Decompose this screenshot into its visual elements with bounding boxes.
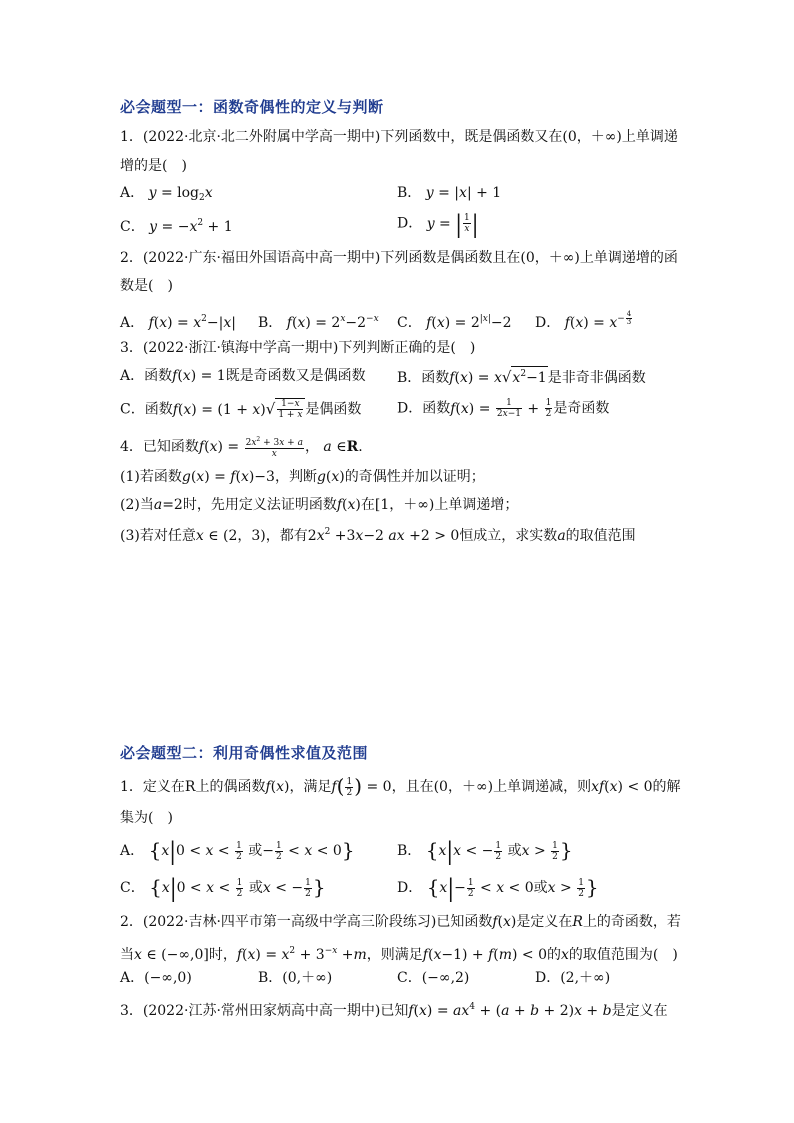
formula: f(x) = $\frac{1}{2x-1}$ + $\frac{1}{2}$ — [450, 398, 552, 419]
formula: f(x) = 1 — [172, 368, 226, 384]
formula: $f(x) = 2^x-2^{-x}$ — [286, 314, 379, 331]
option-d[interactable]: D． y = | $\frac{1}{x}$ | — [397, 209, 479, 238]
formula: {x|x < − $\frac{1}{2}$ 或x > $\frac{1}{2}$ } — [425, 836, 573, 866]
option-b[interactable]: B． {x|x < − $\frac{1}{2}$ 或x > $\frac{1}{2}$ } — [397, 836, 573, 866]
formula: $y = -x^2 + 1$ — [149, 218, 233, 235]
formula: g(x) = f(x)−3 — [181, 469, 275, 485]
option-d[interactable]: D．函数f(x) = $\frac{1}{2x-1}$ + $\frac{1}{2}$ 是奇函数 — [397, 398, 610, 419]
question-text: 2．(2022·吉林·四平市第一高级中学高三阶段练习)已知函数f(x)是定义在R上的奇函数，若 — [120, 914, 681, 930]
formula: f(x) = (1 + x)√ $\frac{1-x}{1 + x}$ — [173, 402, 306, 418]
formula: $f(x) = x^2-|x|$ — [148, 314, 236, 331]
option-b[interactable]: B． y = |x| + 1 — [397, 185, 502, 201]
formula: xf(x) < 0 — [591, 779, 653, 795]
section-title: 必会题型二：利用奇偶性求值及范围 — [120, 744, 369, 762]
option-c[interactable]: C． $f(x) = 2^{|x|}-2$ — [397, 314, 512, 331]
question-text: (1)若函数g(x) = f(x)−3，判断g(x)的奇偶性并加以证明； — [120, 469, 485, 485]
formula: {x|− $\frac{1}{2}$ < x < 0或x > $\frac{1}{2}$ } — [426, 873, 599, 903]
question-text: 增的是( ) — [120, 158, 187, 174]
formula: g(x) — [316, 469, 345, 485]
formula: a=2 — [153, 497, 183, 513]
option-a[interactable]: A． $f(x) = x^2-|x|$ — [120, 314, 236, 331]
formula: f(x) — [265, 779, 290, 795]
question-text: 2．(2022·广东·福田外国语高中高一期中)下列函数是偶函数且在(0，＋∞)上单调递增的函 — [120, 250, 678, 266]
option-b[interactable]: B． $f(x) = 2^x-2^{-x}$ — [258, 314, 379, 331]
question-text: 数是( ) — [120, 278, 173, 294]
option-a[interactable]: A．(−∞,0) — [120, 970, 192, 986]
question-text: 1．(2022·北京·北二外附属中学高一期中)下列函数中，既是偶函数又在(0，＋∞)上单调递 — [120, 129, 678, 145]
option-c[interactable]: C． $y = -x^2 + 1$ — [120, 218, 233, 235]
question-text: (2)当a=2时，先用定义法证明函数f(x)在[1，＋∞)上单调递增； — [120, 497, 519, 513]
formula: f(x−1) + f(m) < 0 — [422, 947, 548, 963]
option-c[interactable]: C．(−∞,2) — [397, 970, 470, 986]
formula: x — [561, 947, 569, 963]
formula: R — [572, 914, 583, 930]
question-text: 3．(2022·江苏·常州田家炳高中高一期中)已知$f(x) = ax^4 + (a + b + 2)x + b$是定义在 — [120, 1002, 668, 1019]
question-text: 当x ∈ (−∞,0]时，$f(x) = x^2 + 3^{-x} +m$，则满足f(x−1) + f(m) < 0的x的取值范围为( ) — [120, 946, 678, 963]
option-d[interactable]: D． {x|− $\frac{1}{2}$ < x < 0或x > $\frac{1}{2}$ } — [397, 873, 599, 903]
option-a[interactable]: A．函数f(x) = 1既是奇函数又是偶函数 — [120, 368, 366, 384]
option-a[interactable]: A． $y = \log_2x$ — [120, 185, 213, 203]
formula: y = |x| + 1 — [425, 185, 502, 201]
formula: $f(x) = x^{- \frac{4}{3}}$ — [564, 310, 632, 331]
section-title: 必会题型一：函数奇偶性的定义与判断 — [120, 98, 384, 116]
formula: $f(x) = x√x^2-1$ — [449, 368, 547, 386]
option-a[interactable]: A． {x|0 < x < $\frac{1}{2}$ 或− $\frac{1}{2}$ < x < 0} — [120, 836, 355, 866]
option-b[interactable]: B．(0,＋∞) — [258, 970, 333, 986]
question-text: 1．定义在R上的偶函数f(x)，满足f( $\frac{1}{2}$ ) = 0，且在(0，＋∞)上单调递减，则xf(x) < 0的解 — [120, 774, 681, 798]
formula: x ∈ (2，3) — [195, 528, 266, 544]
option-d[interactable]: D．(2,＋∞) — [535, 970, 611, 986]
option-c[interactable]: C．函数f(x) = (1 + x)√ $\frac{1-x}{1 + x}$ 是偶函数 — [120, 399, 362, 420]
option-b[interactable]: B．函数$f(x) = x√x^2-1$是非奇非偶函数 — [397, 368, 646, 386]
option-d[interactable]: D． $f(x) = x^{- \frac{4}{3}}$ — [535, 310, 632, 331]
question-text: 4．已知函数f(x) = $\frac{2x^2 + 3x + a}{x}$ ， a ∈R. — [120, 436, 363, 459]
formula: $f(x) = 2^{|x|}-2$ — [426, 314, 512, 331]
question-text: 集为( ) — [120, 810, 173, 826]
formula: $y = \log_2x$ — [148, 185, 213, 203]
formula: $f(x) = x^2 + 3^{-x} +m$ — [236, 946, 367, 963]
formula: a — [557, 528, 566, 544]
formula: f( $\frac{1}{2}$ ) = 0 — [331, 774, 392, 798]
formula: f(x) — [492, 914, 517, 930]
formula: {x|0 < x < $\frac{1}{2}$ 或x < − $\frac{1}{2}$ } — [149, 873, 326, 903]
formula: y = | $\frac{1}{x}$ | — [426, 209, 479, 238]
option-c[interactable]: C． {x|0 < x < $\frac{1}{2}$ 或x < − $\frac{1}{2}$ } — [120, 873, 326, 903]
formula: x ∈ (−∞,0] — [134, 947, 209, 963]
formula: {x|0 < x < $\frac{1}{2}$ 或− $\frac{1}{2}$ < x < 0} — [148, 836, 355, 866]
formula: $2x^2 +3x-2$ ax +2 > 0 — [307, 527, 460, 544]
formula: f(x) — [336, 497, 361, 513]
formula: f(x) = $\frac{2x^2 + 3x + a}{x}$ ， a ∈R. — [198, 436, 363, 459]
question-text: 3．(2022·浙江·镇海中学高一期中)下列判断正确的是( ) — [120, 340, 476, 356]
formula: $f(x) = ax^4 + (a + b + 2)x + b$ — [408, 1002, 612, 1019]
question-text: (3)若对任意x ∈ (2，3)，都有$2x^2 +3x-2$ ax +2 > 0恒成立，求实数a的取值范围 — [120, 527, 636, 544]
